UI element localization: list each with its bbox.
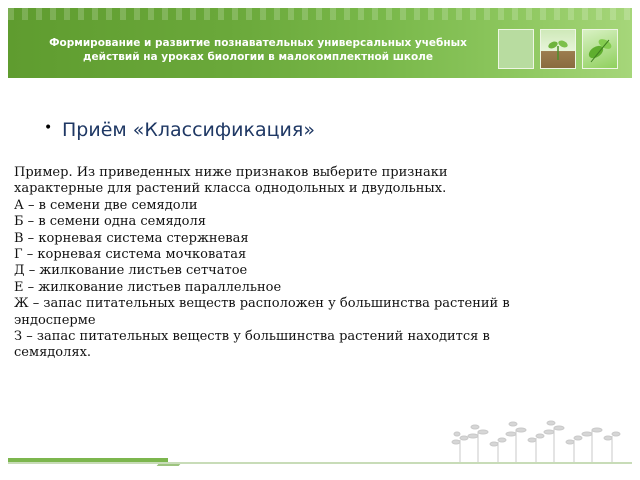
leaves-icon xyxy=(583,30,617,68)
bullet-heading-text: Приём «Классификация» xyxy=(62,119,315,141)
body-line: Ж – запас питательных веществ расположен у большинства растений в xyxy=(14,296,510,312)
header-title-line1: Формирование и развитие познавательных универсальных учебных xyxy=(49,37,467,49)
body-line: Б – в семени одна семядоля xyxy=(14,214,206,230)
body-line: характерные для растений класса однодольных и двудольных. xyxy=(14,181,447,197)
thumbnail-leaves-image xyxy=(582,29,618,69)
thumbnail-plain-green-image xyxy=(498,29,534,69)
bottom-divider xyxy=(8,462,632,464)
header-band xyxy=(8,7,632,78)
thumbnail-sprout-image xyxy=(540,29,576,69)
body-line: В – корневая система стержневая xyxy=(14,230,249,246)
header-title xyxy=(28,36,488,64)
bottom-accent-bar xyxy=(8,458,168,462)
body-line: эндосперме xyxy=(14,312,96,328)
sprout-icon xyxy=(541,30,575,68)
bottom-accent-slant xyxy=(157,458,186,466)
body-line: Е – жилкование листьев параллельное xyxy=(14,279,282,295)
header-title-line2: действий на уроках биологии в малокомплектной школе xyxy=(82,51,433,63)
decorative-plants-icon xyxy=(450,418,630,462)
body-line: Г – корневая система мочковатая xyxy=(14,247,247,263)
header-stripes xyxy=(8,8,632,20)
body-line: Д – жилкование листьев сетчатое xyxy=(14,263,248,279)
body-line: З – запас питательных веществ у большинства растений находится в xyxy=(14,329,490,345)
bullet-heading xyxy=(44,118,604,144)
body-line: Пример. Из приведенных ниже признаков выберите признаки xyxy=(14,165,448,180)
bullet-marker: • xyxy=(44,120,53,136)
body-line: А – в семени две семядоли xyxy=(14,197,198,213)
body-line: семядолях. xyxy=(14,345,92,361)
body-text xyxy=(14,165,614,362)
